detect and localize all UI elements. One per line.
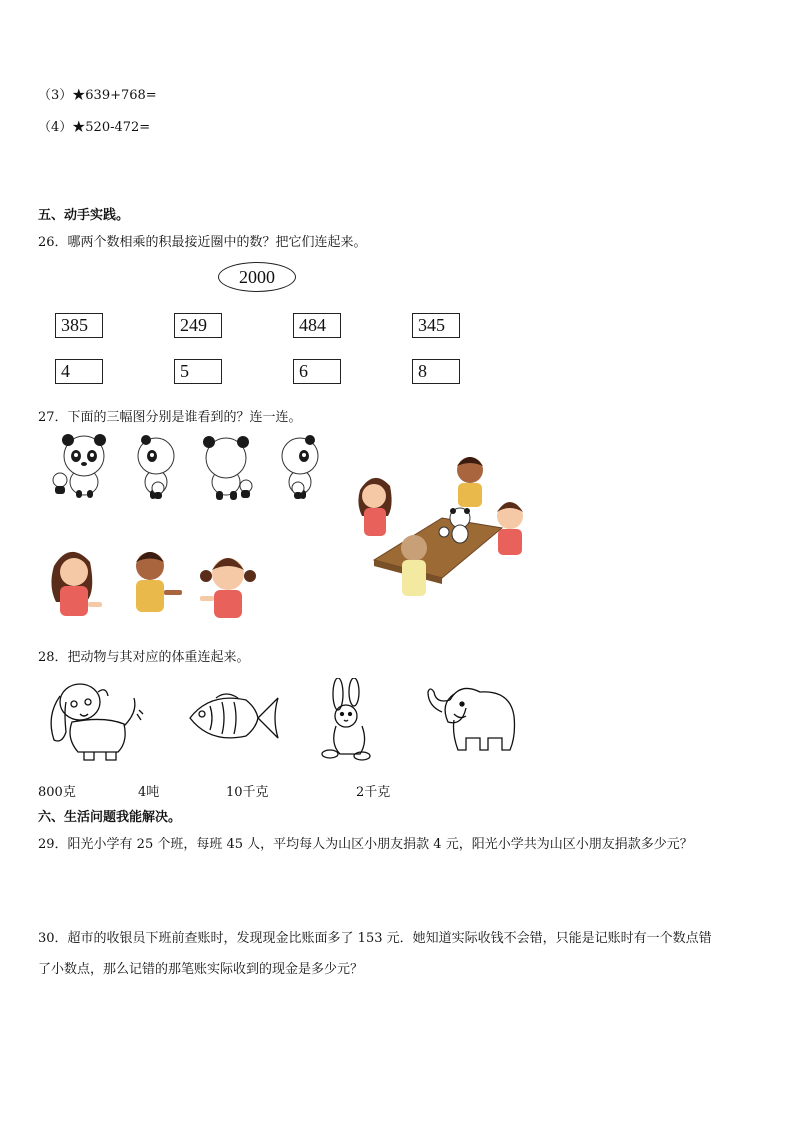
panda-side-view-image[interactable] xyxy=(136,434,178,500)
bottom-number-box-1[interactable]: 4 xyxy=(55,359,103,384)
top-number-box-1[interactable]: 385 xyxy=(55,313,103,338)
section-6-title: 六、生活问题我能解决。 xyxy=(38,810,182,825)
children-around-table-image xyxy=(352,450,542,600)
question-27: 27．下面的三幅图分别是谁看到的？连一连。 xyxy=(38,410,302,425)
weight-label-4[interactable]: 2千克 xyxy=(356,785,391,800)
panda-other-side-view-image[interactable] xyxy=(278,434,320,500)
calc-item-3: （3）★639+768= xyxy=(38,88,157,103)
girl-ponytail-image[interactable] xyxy=(48,548,104,622)
panda-front-view-image[interactable] xyxy=(50,432,112,498)
boy-image[interactable] xyxy=(128,548,186,622)
weight-label-3[interactable]: 10千克 xyxy=(226,785,269,800)
question-26: 26．哪两个数相乘的积最接近圈中的数？把它们连起来。 xyxy=(38,235,367,250)
top-number-box-2[interactable]: 249 xyxy=(174,313,222,338)
question-28: 28．把动物与其对应的体重连起来。 xyxy=(38,650,250,665)
weight-label-1[interactable]: 800克 xyxy=(38,785,76,800)
bottom-number-box-4[interactable]: 8 xyxy=(412,359,460,384)
circled-number: 2000 xyxy=(218,262,296,292)
bottom-number-box-2[interactable]: 5 xyxy=(174,359,222,384)
bottom-number-box-3[interactable]: 6 xyxy=(293,359,341,384)
top-number-box-3[interactable]: 484 xyxy=(293,313,341,338)
top-number-box-4[interactable]: 345 xyxy=(412,313,460,338)
fish-image[interactable] xyxy=(184,690,280,746)
weight-label-2[interactable]: 4吨 xyxy=(138,785,160,800)
girl-pigtails-image[interactable] xyxy=(198,552,258,622)
rabbit-image[interactable] xyxy=(318,678,378,762)
section-5-title: 五、动手实践。 xyxy=(38,208,130,223)
question-29: 29．阳光小学有 25 个班，每班 45 人，平均每人为山区小朋友捐款 4 元，阳光小学共为山区小朋友捐款多少元？ xyxy=(38,837,693,852)
dog-image[interactable] xyxy=(44,676,144,762)
calc-item-4: （4）★520-472= xyxy=(38,120,151,135)
elephant-image[interactable] xyxy=(424,680,518,760)
question-30-line-2: 了小数点，那么记错的那笔账实际收到的现金是多少元？ xyxy=(38,962,364,977)
panda-back-view-image[interactable] xyxy=(196,436,256,500)
question-30-line-1: 30．超市的收银员下班前查账时，发现现金比账面多了 153 元．她知道实际收钱不会错，只能是记账时有一个数点错 xyxy=(38,931,712,946)
